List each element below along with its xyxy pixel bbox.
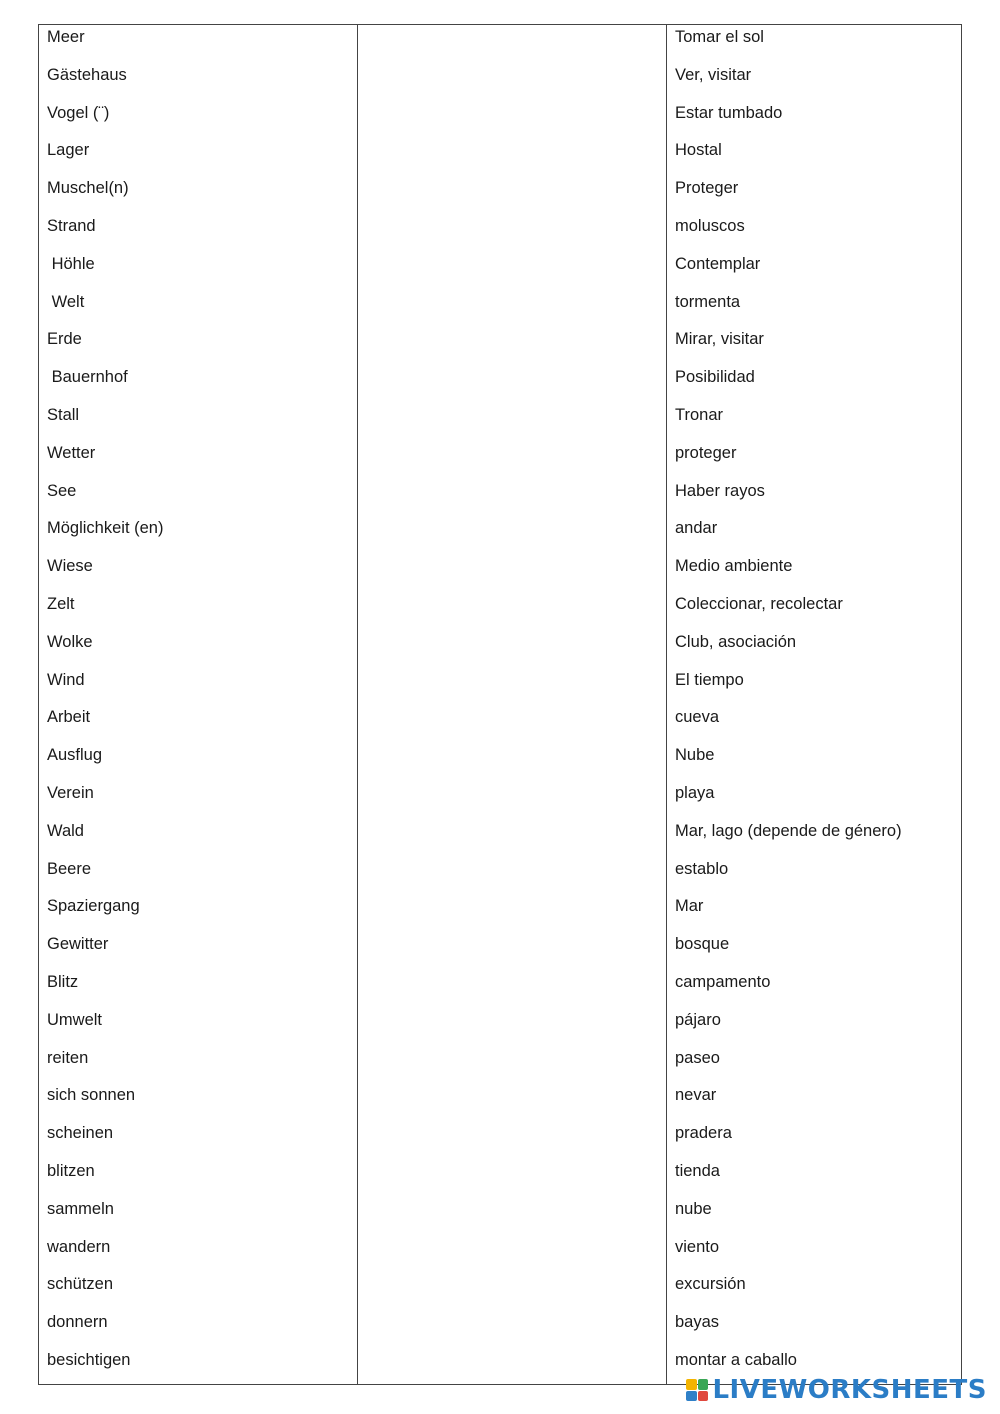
german-word: Arbeit (47, 708, 91, 727)
spanish-word: Club, asociación (675, 632, 797, 651)
spanish-word: cueva (675, 708, 720, 727)
german-word: Ausflug (47, 746, 103, 765)
spanish-word: Haber rayos (675, 481, 765, 500)
spanish-word: Mar, lago (depende de género) (675, 821, 902, 840)
liveworksheets-logo-icon (686, 1379, 708, 1401)
german-word: Meer (47, 28, 85, 46)
brand-name: LIVEWORKSHEETS (712, 1375, 987, 1405)
spanish-word: establo (675, 859, 729, 878)
german-word: Bauernhof (47, 368, 128, 387)
german-word: Möglichkeit (en) (47, 519, 164, 538)
german-word: besichtigen (47, 1351, 131, 1369)
spanish-word: Tronar (675, 406, 723, 424)
german-word: Vogel (¨) (47, 103, 110, 122)
german-words-column (39, 25, 357, 1384)
spanish-word: bayas (675, 1313, 720, 1332)
german-word: Gästehaus (47, 65, 127, 84)
german-word: sich sonnen (47, 1086, 136, 1105)
german-word: Erde (47, 330, 82, 349)
german-word: Wolke (47, 632, 93, 651)
spanish-word: excursión (675, 1275, 746, 1294)
german-word: Stall (47, 406, 80, 424)
spanish-word: El tiempo (675, 670, 744, 689)
spanish-word: nevar (675, 1086, 717, 1105)
spanish-word: Mar (675, 897, 704, 916)
german-word: Lager (47, 141, 90, 160)
german-word: Gewitter (47, 935, 109, 954)
spanish-word: Ver, visitar (675, 65, 752, 84)
spanish-word: nube (675, 1199, 712, 1218)
german-word: Wetter (47, 443, 96, 462)
german-word: Muschel(n) (47, 179, 129, 198)
german-word: Strand (47, 217, 96, 235)
spanish-word: Coleccionar, recolectar (675, 595, 843, 613)
spanish-word: tormenta (675, 292, 741, 311)
german-word: donnern (47, 1313, 108, 1332)
german-word: scheinen (47, 1124, 114, 1143)
spanish-words-column (667, 25, 963, 1384)
spanish-word: paseo (675, 1048, 720, 1067)
german-word: wandern (47, 1237, 111, 1256)
spanish-word: viento (675, 1237, 720, 1256)
spanish-word: Mirar, visitar (675, 330, 764, 349)
vocabulary-table (38, 24, 962, 1385)
german-word: blitzen (47, 1162, 95, 1180)
german-word: Wiese (47, 557, 93, 576)
liveworksheets-brand (686, 1377, 987, 1403)
spanish-word: Nube (675, 746, 715, 765)
german-word: Blitz (47, 973, 79, 991)
spanish-word: Contemplar (675, 254, 761, 273)
spanish-word: Estar tumbado (675, 103, 783, 122)
german-word: Wald (47, 821, 84, 840)
spanish-word: proteger (675, 443, 737, 462)
spanish-word: Medio ambiente (675, 557, 793, 576)
german-word: Verein (47, 784, 94, 802)
german-word: Welt (47, 292, 85, 311)
german-word: Umwelt (47, 1010, 103, 1029)
spanish-word: Tomar el sol (675, 28, 764, 46)
spanish-word: Hostal (675, 141, 722, 160)
german-word: schützen (47, 1275, 114, 1294)
spanish-word: pradera (675, 1124, 732, 1143)
german-word: See (47, 481, 77, 500)
german-word: sammeln (47, 1199, 114, 1218)
spanish-word: Posibilidad (675, 368, 755, 387)
spanish-word: andar (675, 519, 718, 538)
spanish-word: bosque (675, 935, 730, 954)
german-word: Höhle (47, 254, 95, 273)
german-word: Wind (47, 670, 85, 689)
spanish-word: moluscos (675, 217, 745, 235)
german-word: Zelt (47, 595, 75, 613)
spanish-word: montar a caballo (675, 1351, 797, 1369)
answer-column[interactable] (358, 25, 666, 1384)
spanish-word: Proteger (675, 179, 739, 198)
german-word: Beere (47, 859, 92, 878)
german-word: Spaziergang (47, 897, 140, 916)
spanish-word: pájaro (675, 1010, 721, 1029)
spanish-word: playa (675, 784, 715, 802)
german-word: reiten (47, 1048, 89, 1067)
spanish-word: tienda (675, 1162, 720, 1180)
spanish-word: campamento (675, 973, 771, 991)
